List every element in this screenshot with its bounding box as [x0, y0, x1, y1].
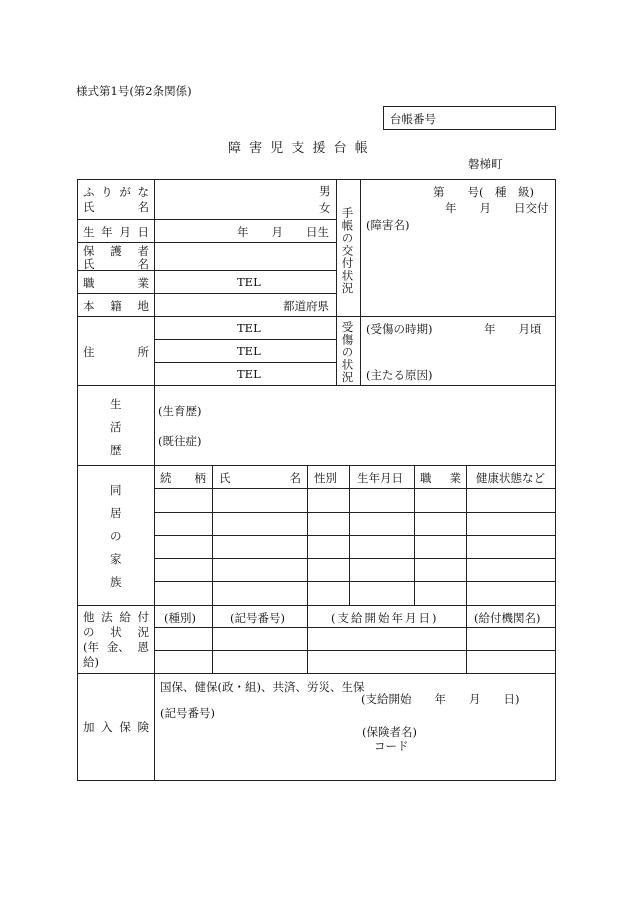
- name-label: 氏 名: [83, 200, 149, 214]
- life-history-char-2: 活: [110, 420, 122, 434]
- female-label[interactable]: 女: [319, 201, 331, 215]
- medical-history-label[interactable]: (既往症): [158, 434, 202, 448]
- birthdate-fill[interactable]: 年 月 日生: [237, 225, 329, 239]
- handbook-date[interactable]: 年 月 日交付: [445, 201, 549, 215]
- label-column-divider: [154, 179, 155, 607]
- injury-status-label: 受傷の状況: [340, 321, 355, 384]
- guardian-label-1: 保 護 者: [83, 244, 149, 258]
- benefits-header-type: (種別): [164, 611, 196, 625]
- register-number-box[interactable]: [383, 106, 556, 130]
- benefits-header-agency: (給付機関名): [474, 611, 541, 625]
- family-header-birthdate: 生年月日: [357, 471, 403, 485]
- handbook-column-divider-left: [336, 179, 337, 385]
- injury-time[interactable]: (受傷の時期): [366, 322, 433, 336]
- col-line: [414, 465, 415, 605]
- row-line: [154, 488, 556, 489]
- row-line: [77, 219, 336, 220]
- birthdate-label: 生 年 月 日: [83, 225, 149, 239]
- insurer-name[interactable]: (保険者名): [362, 725, 417, 739]
- occupation-label: 職 業: [83, 276, 149, 290]
- col-line: [466, 465, 467, 605]
- disability-name[interactable]: (障害名): [366, 218, 410, 232]
- injury-month[interactable]: 年 月頃: [484, 322, 542, 336]
- guardian-label-2: 氏 名: [83, 257, 149, 271]
- occupation-tel[interactable]: TEL: [237, 275, 261, 289]
- insurance-symbol-number[interactable]: (記号番号): [160, 706, 215, 720]
- address-label: 住 所: [83, 345, 149, 359]
- col-line: [307, 465, 308, 605]
- family-char-2: 居: [110, 506, 122, 520]
- form-number: 様式第1号(第2条関係): [76, 84, 192, 98]
- col-line: [349, 465, 350, 605]
- family-char-3: の: [110, 529, 122, 543]
- family-header-sex: 性別: [314, 471, 337, 485]
- col-line: [307, 605, 308, 673]
- row-line: [154, 512, 556, 513]
- col-line: [212, 465, 213, 605]
- row-line: [77, 605, 556, 606]
- domicile-label: 本 籍 地: [83, 299, 149, 313]
- address-tel-2[interactable]: TEL: [237, 344, 261, 358]
- life-history-char-3: 歴: [110, 443, 122, 457]
- benefits-header-start: (支給開始年月日): [331, 611, 439, 625]
- prefecture-label[interactable]: 都道府県: [283, 299, 329, 313]
- address-tel-3[interactable]: TEL: [237, 367, 261, 381]
- address-tel-1[interactable]: TEL: [237, 321, 261, 335]
- row-line: [77, 293, 336, 294]
- life-history-char-1: 生: [110, 397, 122, 411]
- register-number-label: 台帳番号: [390, 112, 436, 126]
- row-line: [77, 385, 556, 386]
- row-line: [154, 558, 556, 559]
- payment-start[interactable]: (支給開始 年 月 日): [361, 692, 520, 706]
- furigana-label: ふ り が な: [83, 185, 149, 199]
- family-header-health: 健康状態など: [476, 471, 545, 485]
- row-line: [154, 535, 556, 536]
- family-char-4: 家: [110, 552, 122, 566]
- row-line: [77, 316, 556, 317]
- handbook-number[interactable]: 第 号( 種 級): [433, 185, 534, 199]
- main-cause[interactable]: (主たる原因): [366, 368, 433, 382]
- family-char-1: 同: [110, 483, 122, 497]
- row-line: [77, 673, 556, 674]
- page-title: 障 害 児 支 援 台 帳: [228, 141, 370, 156]
- row-line: [77, 465, 556, 466]
- other-benefits-label-1: 他 法 給 付: [83, 610, 149, 624]
- insurance-label: 加 入 保 険: [83, 720, 149, 734]
- male-label[interactable]: 男: [319, 184, 331, 198]
- row-line: [154, 339, 336, 340]
- insurance-types[interactable]: 国保、健保(政・組)、共済、労災、生保: [160, 680, 365, 694]
- benefits-header-symbol: (記号番号): [230, 611, 285, 625]
- other-benefits-label-2: の 状 況: [83, 625, 149, 639]
- upbringing-label[interactable]: (生育歴): [158, 404, 202, 418]
- family-header-occupation: 職 業: [420, 471, 461, 485]
- col-line: [212, 605, 213, 673]
- handbook-status-label: 手帳の交付状況: [340, 207, 355, 295]
- town-name: 磐梯町: [468, 157, 503, 171]
- other-benefits-label-4: 給): [83, 655, 99, 669]
- family-header-name: 氏 名: [219, 471, 301, 485]
- family-header-relation: 続 柄: [160, 471, 206, 485]
- label-column-divider-lower: [154, 605, 155, 781]
- col-line: [466, 605, 467, 673]
- row-line: [154, 581, 556, 582]
- row-line: [154, 627, 556, 628]
- row-line: [154, 362, 336, 363]
- other-benefits-label-3: (年 金、 恩: [83, 640, 149, 654]
- handbook-column-divider-right: [360, 179, 361, 385]
- row-line: [154, 650, 556, 651]
- insurance-code[interactable]: コード: [374, 739, 409, 753]
- family-char-5: 族: [110, 575, 122, 589]
